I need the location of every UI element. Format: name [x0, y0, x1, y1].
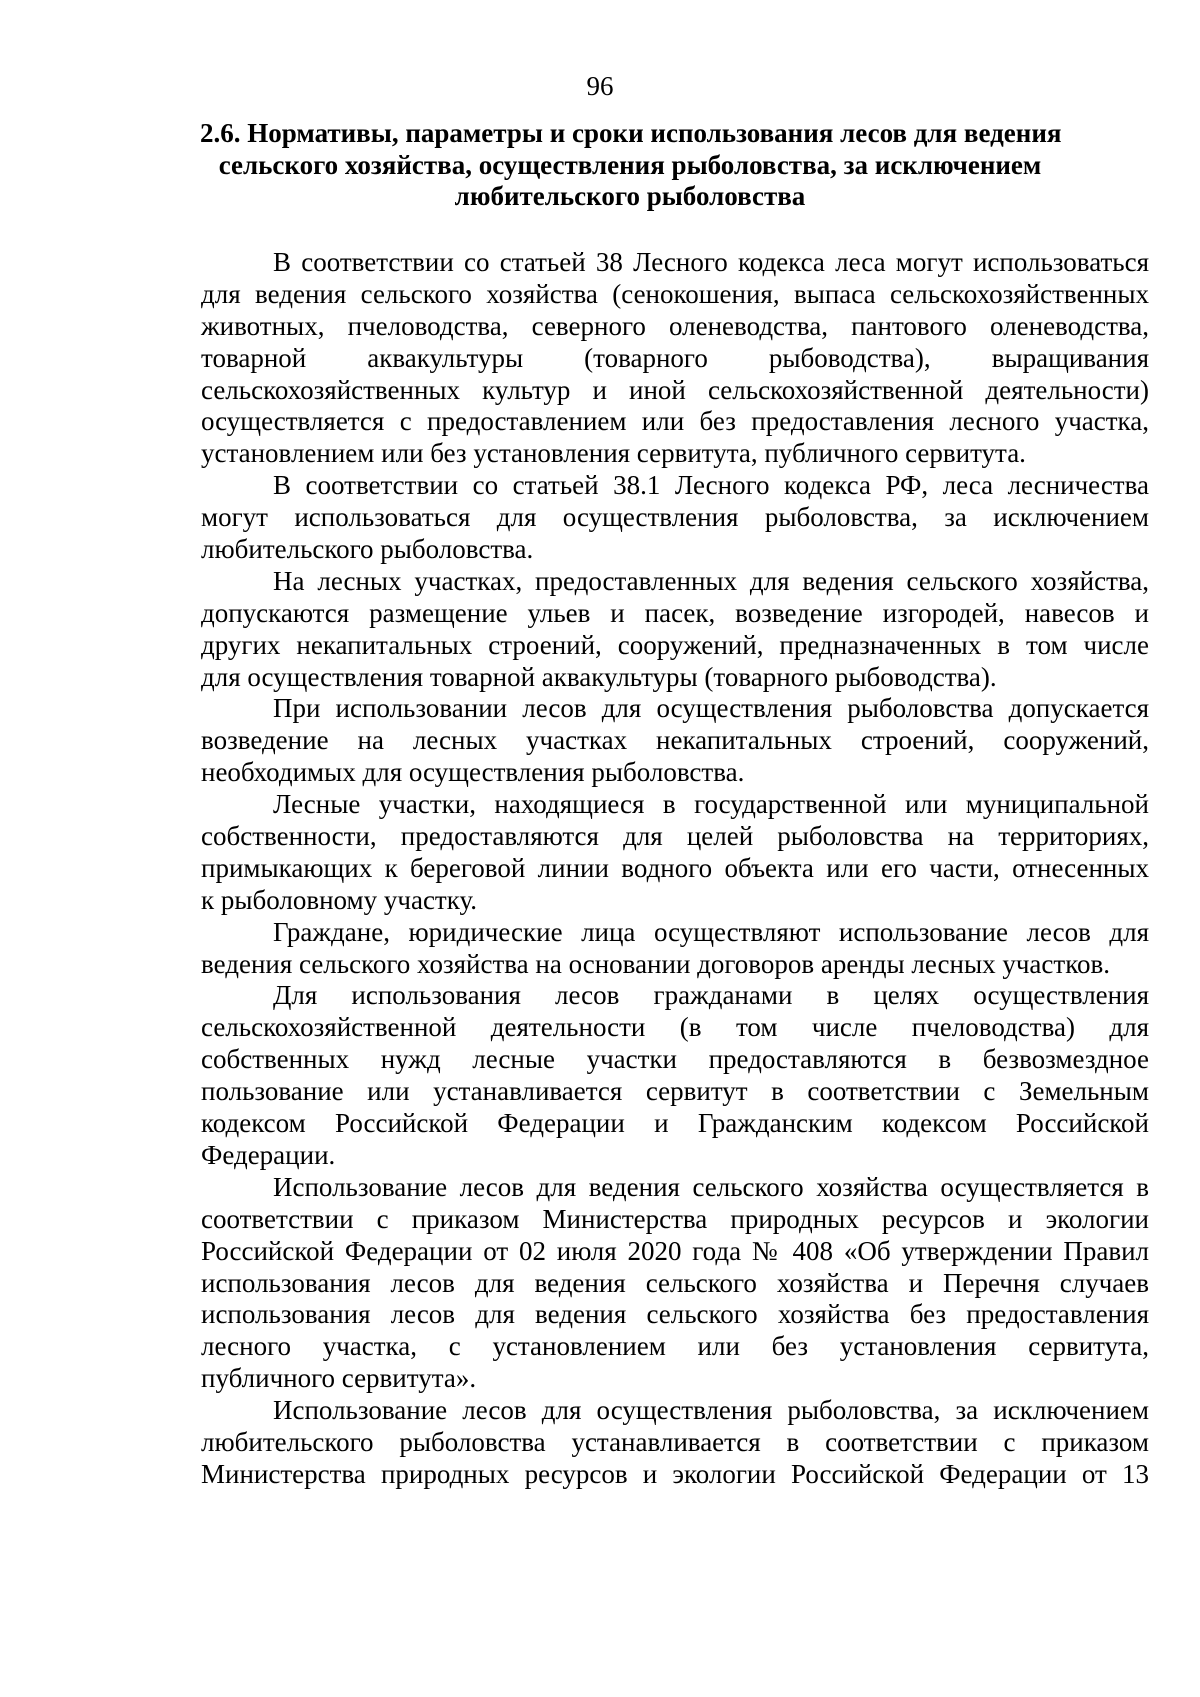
paragraph-line: При использовании лесов для осуществления рыболовства допускается [273, 693, 1149, 724]
paragraph-line: собственности, предоставляются для целей рыболовства на территориях, [201, 821, 1149, 852]
paragraph-line: Использование лесов для осуществления рыболовства, за исключением [273, 1395, 1149, 1426]
paragraph-line: Министерства природных ресурсов и экологии Российской Федерации от 13 [201, 1458, 1149, 1489]
paragraph-line: к рыболовному участку. [201, 884, 478, 915]
paragraph-line: Использование лесов для ведения сельского хозяйства осуществляется в [273, 1171, 1149, 1202]
paragraph-line: соответствии с приказом Министерства природных ресурсов и экологии [201, 1203, 1149, 1234]
paragraph-line: использования лесов для ведения сельского хозяйства и Перечня случаев [201, 1267, 1149, 1298]
paragraph-line: любительского рыболовства. [201, 534, 534, 565]
paragraph-line: установлением или без установления сервитута, публичного сервитута. [201, 438, 1026, 469]
paragraph-line: использования лесов для ведения сельского хозяйства без предоставления [201, 1299, 1149, 1330]
paragraph-line: Граждане, юридические лица осуществляют использование лесов для [273, 916, 1149, 947]
paragraph-line: примыкающих к береговой линии водного объекта или его части, отнесенных [201, 852, 1149, 883]
paragraph [201, 1172, 1149, 1395]
paragraph-line: Лесные участки, находящиеся в государственной или муниципальной [273, 789, 1149, 820]
paragraph [201, 1395, 1149, 1491]
paragraph-line: В соответствии со статьей 38.1 Лесного кодекса РФ, леса лесничества [273, 470, 1149, 501]
paragraph-line: публичного сервитута». [201, 1363, 477, 1394]
paragraph [201, 917, 1149, 981]
paragraph-line: кодексом Российской Федерации и Гражданским кодексом Российской [201, 1108, 1149, 1139]
paragraph [201, 789, 1149, 917]
paragraph-line: сельскохозяйственной деятельности (в том числе пчеловодства) для [201, 1012, 1149, 1043]
paragraph [201, 693, 1149, 789]
paragraph-line: На лесных участках, предоставленных для ведения сельского хозяйства, [273, 565, 1149, 596]
paragraph-line: возведение на лесных участках некапитальных строений, сооружений, [201, 725, 1149, 756]
paragraph-line: пользование или устанавливается сервитут в соответствии с Земельным [201, 1076, 1149, 1107]
paragraph-line: лесного участка, с установлением или без установления сервитута, [201, 1331, 1149, 1362]
paragraph-line: собственных нужд лесные участки предоставляются в безвозмездное [201, 1044, 1149, 1075]
paragraph-line: Российской Федерации от 02 июля 2020 года № 408 «Об утверждении Правил [201, 1235, 1149, 1266]
section-title-line: любительского рыболовства [454, 181, 806, 211]
paragraph-line: осуществляется с предоставлением или без предоставления лесного участка, [201, 406, 1149, 437]
paragraph-line: могут использоваться для осуществления рыболовства, за исключением [201, 502, 1149, 533]
paragraph-line: Для использования лесов гражданами в целях осуществления [273, 980, 1149, 1011]
paragraph-line: необходимых для осуществления рыболовства. [201, 757, 745, 788]
paragraph-line: для осуществления товарной аквакультуры (товарного рыбоводства). [201, 661, 997, 692]
paragraph-line: Федерации. [201, 1139, 336, 1170]
page-number: 96 [586, 71, 614, 101]
section-title [200, 118, 1060, 213]
document-body [201, 247, 1149, 1491]
paragraph [201, 980, 1149, 1171]
paragraph-line: любительского рыболовства устанавливается в соответствии с приказом [201, 1426, 1149, 1457]
paragraph-line: других некапитальных строений, сооружений, предназначенных в том числе [201, 629, 1149, 660]
paragraph-line: ведения сельского хозяйства на основании договоров аренды лесных участков. [201, 948, 1110, 979]
paragraph-line: В соответствии со статьей 38 Лесного кодекса леса могут использоваться [273, 247, 1149, 277]
section-title-line: 2.6. Нормативы, параметры и сроки использования лесов для ведения [200, 118, 1062, 148]
paragraph [201, 470, 1149, 566]
section-title-line: сельского хозяйства, осуществления рыболовства, за исключением [218, 149, 1042, 180]
paragraph-line: допускаются размещение ульев и пасек, возведение изгородей, навесов и [201, 597, 1149, 628]
paragraph-line: сельскохозяйственных культур и иной сельскохозяйственной деятельности) [201, 374, 1149, 405]
paragraph [201, 247, 1149, 470]
paragraph-line: животных, пчеловодства, северного оленеводства, пантового оленеводства, [201, 310, 1149, 341]
paragraph-line: товарной аквакультуры (товарного рыбоводства), выращивания [201, 342, 1149, 373]
paragraph-line: для ведения сельского хозяйства (сенокошения, выпаса сельскохозяйственных [201, 278, 1149, 309]
paragraph [201, 566, 1149, 694]
